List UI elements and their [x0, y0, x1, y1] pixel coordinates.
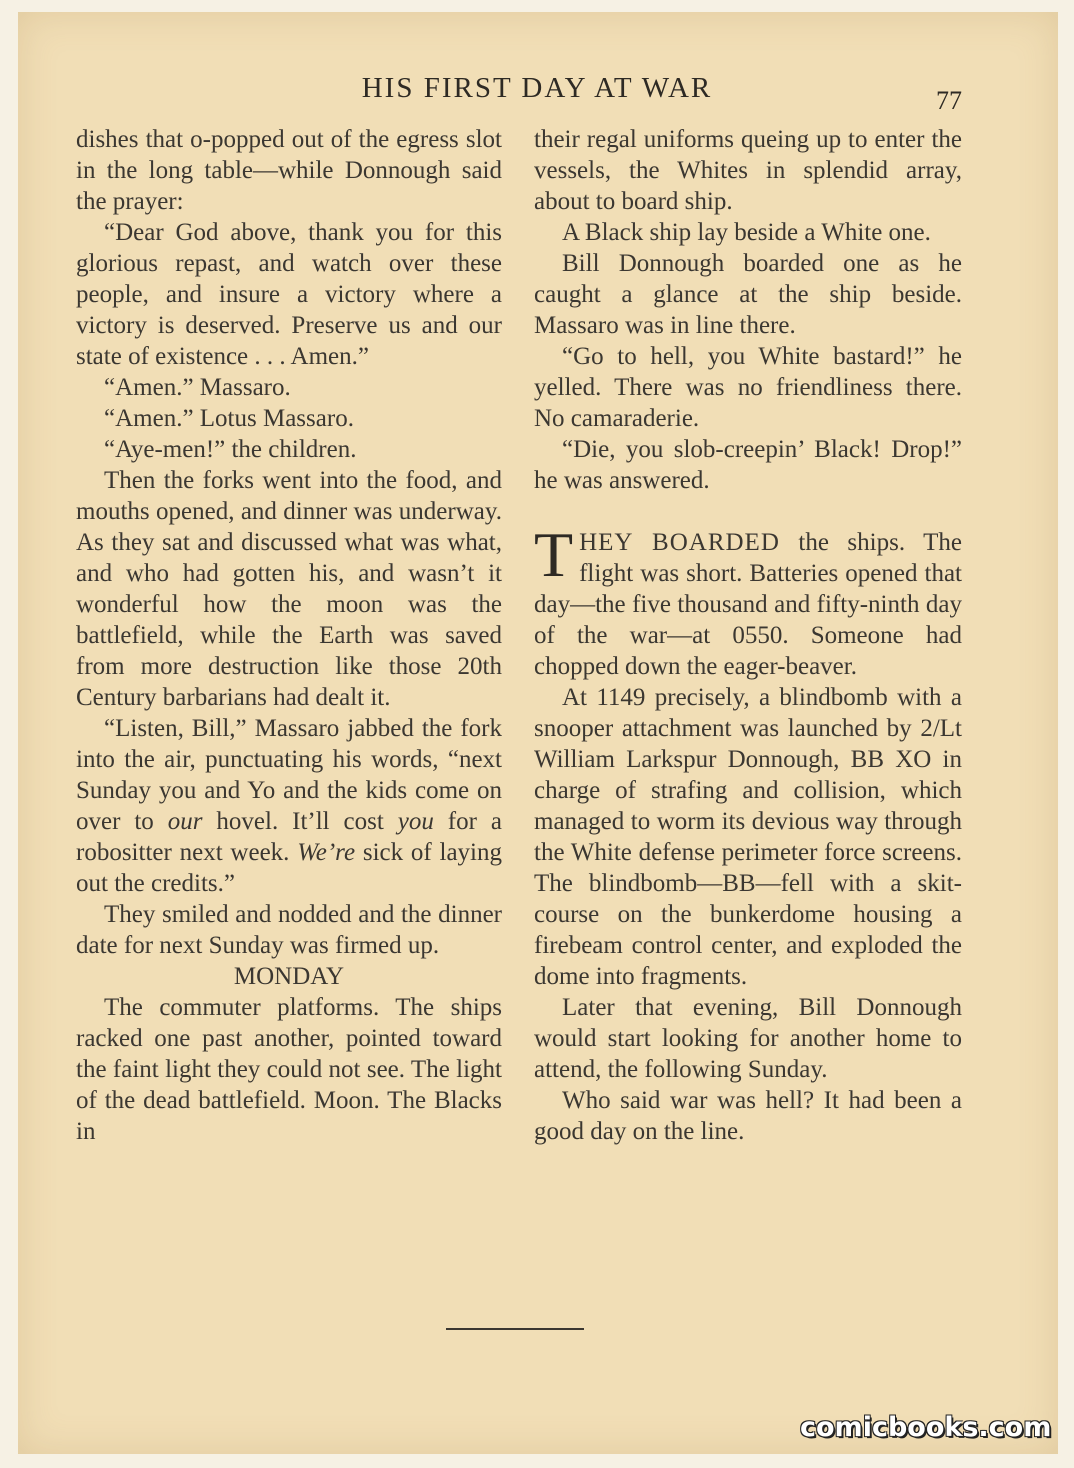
paragraph: “Amen.” Massaro. [104, 374, 291, 401]
italic-word: you [397, 808, 434, 835]
text-run: hovel. It’ll cost [202, 808, 398, 835]
left-column [76, 124, 502, 1147]
watermark: comicbooks.com [800, 1412, 1052, 1443]
paragraph: “Dear God above, thank you for this glorious repast, and watch over these people, and insure a victory where a victory is deserved. Preserve us and our state of existence . . . Amen.” [76, 219, 502, 370]
paragraph: They smiled and nodded and the dinner date for next Sunday was firmed up. [76, 901, 502, 959]
small-caps-lead: HEY BOARDED [579, 529, 780, 556]
end-rule [446, 1328, 584, 1330]
paragraph: their regal uniforms queing up to enter the vessels, the Whites in splendid array, about to board ship. [534, 126, 962, 215]
text-run: “Listen, Bill,” Massaro jabbed the fork into the air, punctuating his words, “next Sunday you and Yo and the kids come on over to [76, 715, 502, 835]
paragraph: Bill Donnough boarded one as he caught a glance at the ship beside. Massaro was in line there. [534, 250, 962, 339]
text-run: the ships. The flight was short. Batteries opened that day—the five thousand and fifty-ninth day of the war—at 0550. Someone had chopped down the eager-beaver. [534, 529, 962, 680]
paragraph: A Black ship lay beside a White one. [562, 219, 931, 246]
running-head-title: HIS FIRST DAY AT WAR [361, 72, 713, 104]
paragraph [76, 713, 502, 899]
paragraph: Then the forks went into the food, and mouths opened, and dinner was underway. As they sat and discussed what was what, and who had gotten his, and wasn’t it wonderful how the moon was the battlefield, while the Earth was saved from more destruction like those 20th Century barbarians had dealt it. [76, 467, 502, 711]
drop-cap: T [534, 519, 574, 590]
italic-word: our [167, 808, 203, 835]
paragraph: “Amen.” Lotus Massaro. [104, 405, 354, 432]
paragraph: Later that evening, Bill Donnough would start looking for another home to attend, the following Sunday. [534, 994, 962, 1083]
paragraph: dishes that o-popped out of the egress slot in the long table—while Donnough said the prayer: [76, 126, 502, 215]
paragraph: “Go to hell, you White bastard!” he yelled. There was no friendliness there. No camaraderie. [534, 343, 962, 432]
paragraph: “Aye-men!” the children. [104, 436, 357, 463]
page-number: 77 [936, 86, 962, 115]
paragraph: At 1149 precisely, a blindbomb with a snooper attachment was launched by 2/Lt William Larkspur Donnough, BB XO in charge of strafing and collision, which managed to worm its devious way through the White defense perimeter force screens. The blindbomb—BB—fell with a skit-course on the bunkerdome housing a firebeam control center, and exploded the dome into fragments. [534, 684, 962, 990]
paragraph [534, 519, 962, 682]
section-heading: MONDAY [233, 963, 345, 990]
text-run: for a robositter next week. [76, 808, 502, 866]
text-run: sick of laying out the credits.” [76, 839, 502, 897]
paragraph: Who said war was hell? It had been a good day on the line. [534, 1087, 962, 1145]
paragraph: “Die, you slob-creepin’ Black! Drop!” he was answered. [534, 436, 962, 494]
right-column [534, 124, 962, 1147]
paragraph: The commuter platforms. The ships racked one past another, pointed toward the faint light they could not see. The light of the dead battlefield. Moon. The Blacks in [76, 994, 502, 1145]
italic-word: We’re [297, 839, 356, 866]
